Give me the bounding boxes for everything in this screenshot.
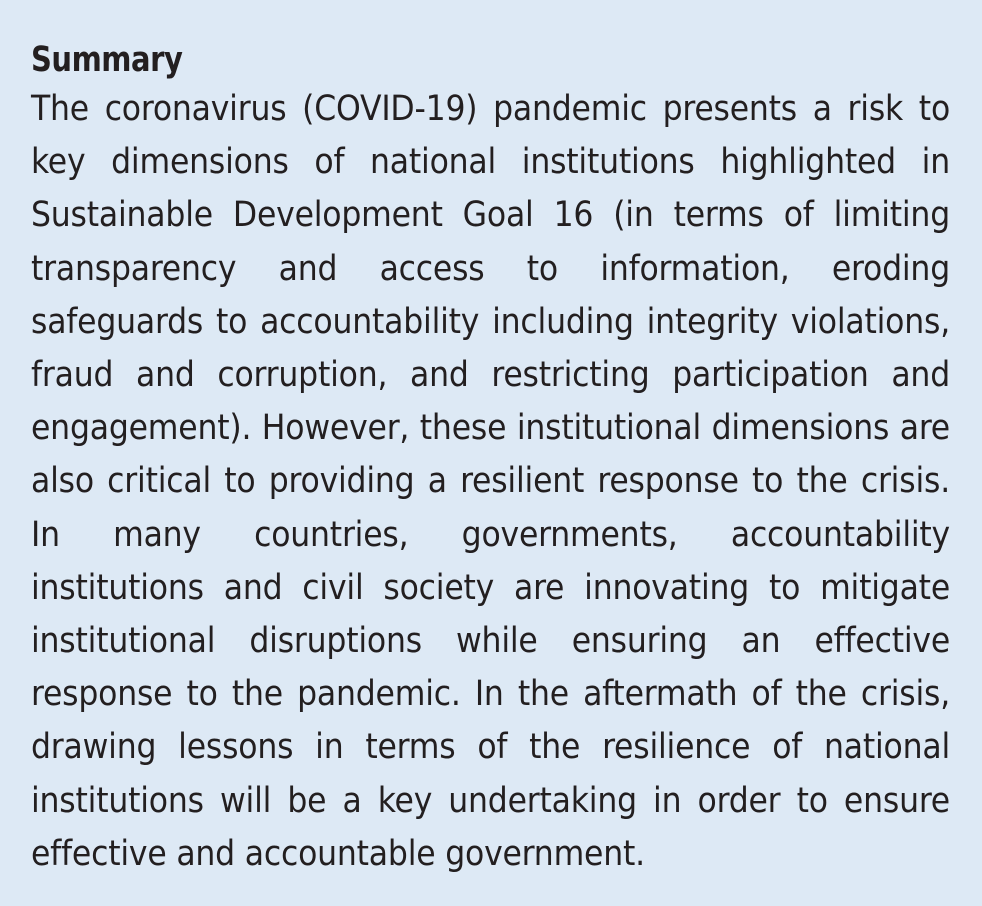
summary-heading: Summary (31, 40, 183, 80)
summary-body-text: The coronavirus (COVID-19) pandemic presents a risk to key dimensions of national institutions highlighted in Sustainable Development Goal 16 (in terms of limiting transparency and access to information, eroding safeguards to accountability including integrity violations, fraud and corruption, and restricting participation and engagement). However, these institutional dimensions are also critical to providing a resilient response to the crisis. In many countries, governments, accountability institutions and civil society are innovating to mitigate institutional disruptions while ensuring an effective response to the pandemic. In the aftermath of the crisis, drawing lessons in terms of the resilience of national institutions will be a key undertaking in order to ensure effective and accountable government. (31, 89, 950, 874)
